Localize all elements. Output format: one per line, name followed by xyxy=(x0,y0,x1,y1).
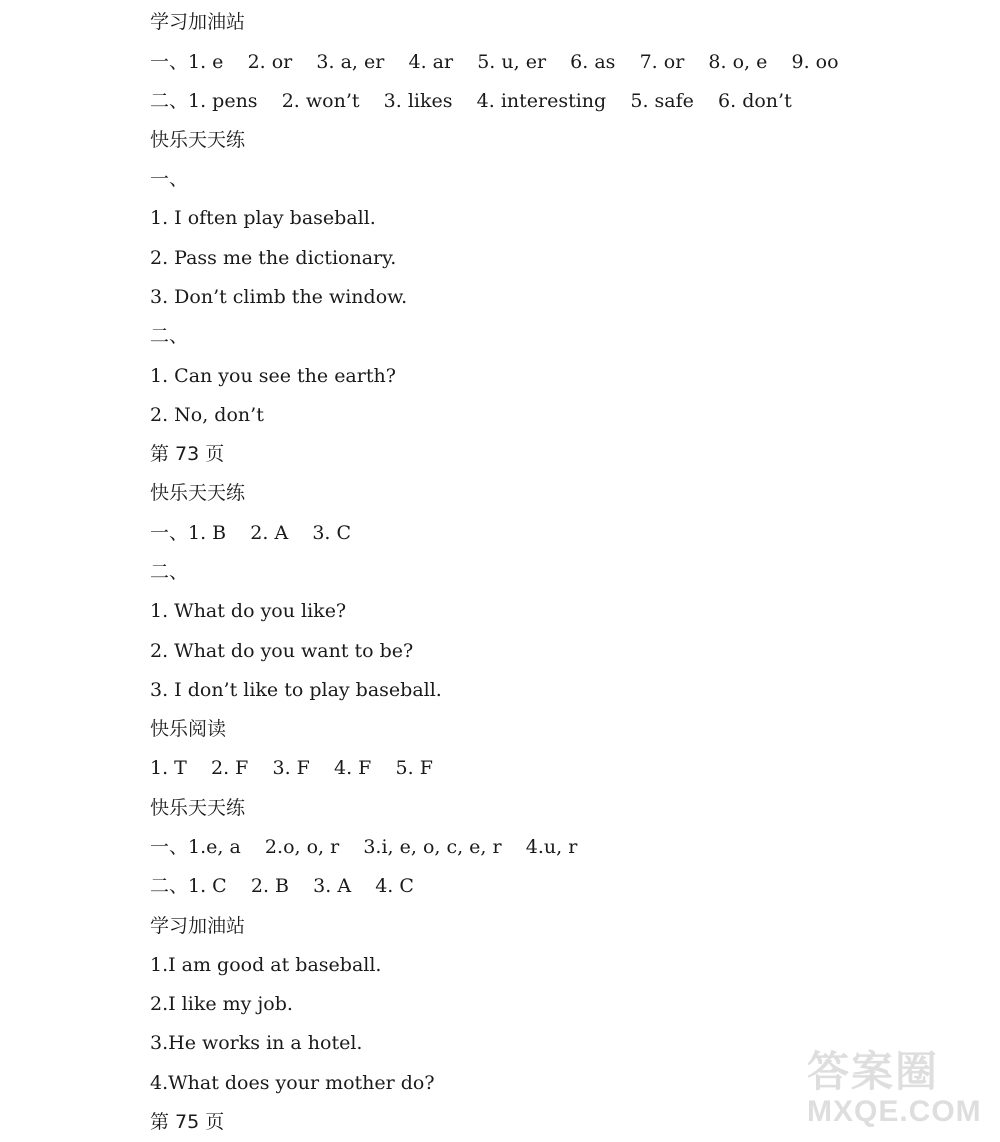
page-number-label: 第 73 页 xyxy=(150,443,225,465)
answer-line: 2. Pass me the dictionary. xyxy=(150,247,397,269)
watermark-logo-text: 答案圈 xyxy=(807,1047,940,1096)
watermark-url: MXQE.COM xyxy=(807,1095,982,1128)
answer-line: 一、1. e 2. or 3. a, er 4. ar 5. u, er 6. as 7. or 8. o, e 9. oo xyxy=(150,51,839,73)
section-heading-daily-practice: 快乐天天练 xyxy=(150,129,246,151)
section-heading-happy-reading: 快乐阅读 xyxy=(150,718,227,740)
part-label: 二、 xyxy=(150,325,189,347)
answer-line: 3.He works in a hotel. xyxy=(150,1032,363,1054)
answer-line: 3. I don’t like to play baseball. xyxy=(150,679,442,701)
answer-line: 二、1. pens 2. won’t 3. likes 4. interesting 5. safe 6. don’t xyxy=(150,90,792,112)
answer-line: 4.What does your mother do? xyxy=(150,1072,435,1094)
answer-line: 1.I am good at baseball. xyxy=(150,954,382,976)
answer-line: 1. T 2. F 3. F 4. F 5. F xyxy=(150,757,433,779)
page-number-label: 第 75 页 xyxy=(150,1111,225,1133)
answer-line: 2.I like my job. xyxy=(150,993,293,1015)
answer-line: 2. No, don’t xyxy=(150,404,264,426)
section-heading-daily-practice: 快乐天天练 xyxy=(150,797,246,819)
answer-line: 1. What do you like? xyxy=(150,600,347,622)
section-heading-study-station: 学习加油站 xyxy=(150,11,246,33)
section-heading-daily-practice: 快乐天天练 xyxy=(150,482,246,504)
answer-line: 1. I often play baseball. xyxy=(150,207,376,229)
answer-line: 一、1.e, a 2.o, o, r 3.i, e, o, c, e, r 4.u, r xyxy=(150,836,578,858)
answer-line: 二、1. C 2. B 3. A 4. C xyxy=(150,875,414,897)
section-heading-study-station: 学习加油站 xyxy=(150,915,246,937)
answer-line: 1. Can you see the earth? xyxy=(150,365,396,387)
part-label: 一、 xyxy=(150,168,189,190)
answer-line: 2. What do you want to be? xyxy=(150,640,414,662)
site-watermark xyxy=(807,1039,982,1134)
answer-line: 3. Don’t climb the window. xyxy=(150,286,408,308)
answer-line: 一、1. B 2. A 3. C xyxy=(150,522,352,544)
part-label: 二、 xyxy=(150,561,189,583)
